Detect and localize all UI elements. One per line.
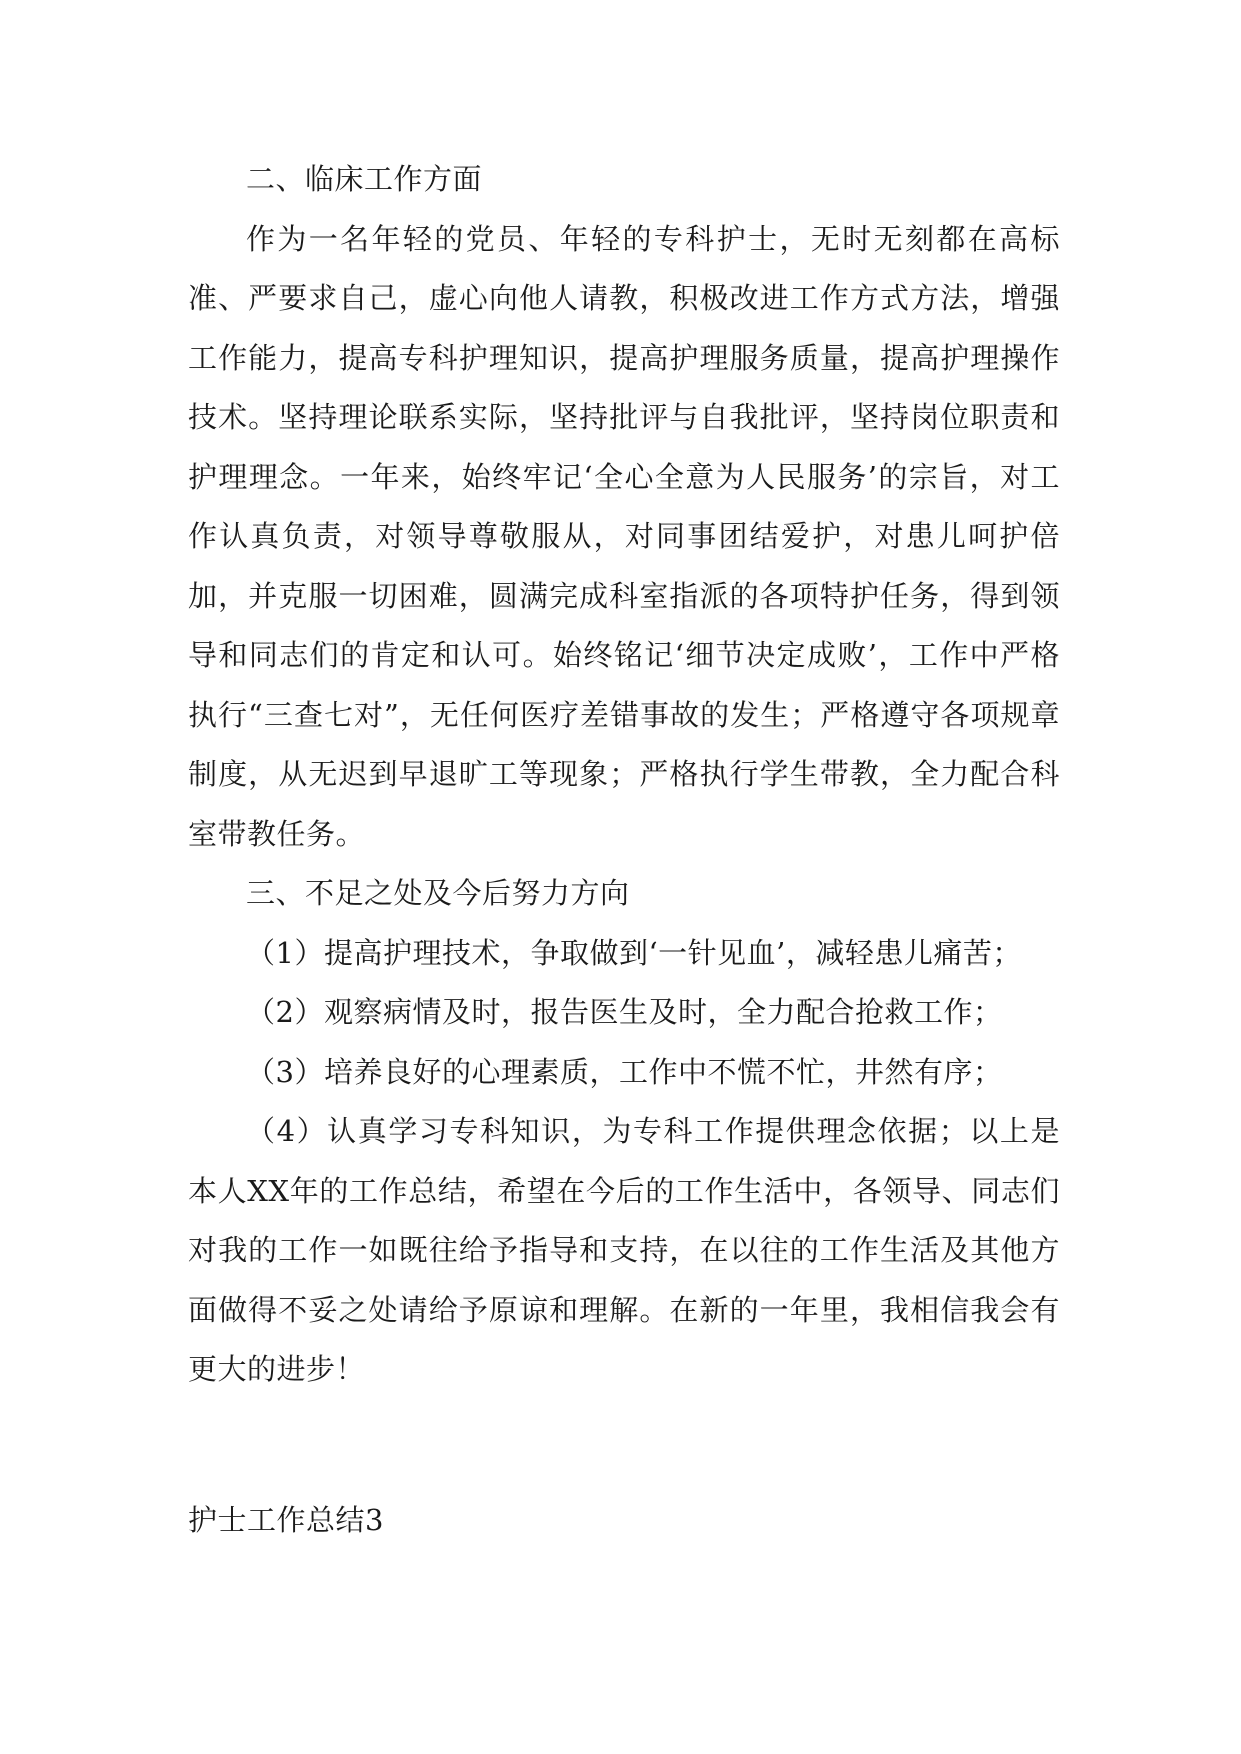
next-section-title: 护士工作总结3 — [188, 1502, 384, 1537]
list-item-3: （3）培养良好的心理素质，工作中不慌不忙，井然有序； — [246, 1054, 1003, 1089]
document-body — [188, 150, 1060, 1550]
list-item-4-conclusion: （4）认真学习专科知识，为专科工作提供理念依据；以上是本人XX年的工作总结，希望在今后的工作生活中，各领导、同志们对我的工作一如既往给予指导和支持，在以往的工作生活及其他方面做得不妥之处请给予原谅和理解。在新的一年里，我相信我会有更大的进步！ — [188, 1114, 1060, 1386]
section-spacer — [188, 1400, 1060, 1491]
paragraph-clinical-work: 作为一名年轻的党员、年轻的专科护士，无时无刻都在高标准、严要求自己，虚心向他人请教，积极改进工作方式方法，增强工作能力，提高专科护理知识，提高护理服务质量，提高护理操作技术。坚持理论联系实际，坚持批评与自我批评，坚持岗位职责和护理理念。一年来，始终牢记‘全心全意为人民服务’的宗旨，对工作认真负责，对领导尊敬服从，对同事团结爱护，对患儿呵护倍加，并克服一切困难，圆满完成科室指派的各项特护任务，得到领导和同志们的肯定和认可。始终铭记‘细节决定成败’，工作中严格执行“三查七对”，无任何医疗差错事故的发生；严格遵守各项规章制度，从无迟到早退旷工等现象；严格执行学生带教，全力配合科室带教任务。 — [188, 221, 1060, 851]
list-item-1: （1）提高护理技术，争取做到‘一针见血’，减轻患儿痛苦； — [246, 935, 1022, 970]
list-item-2: （2）观察病情及时，报告医生及时，全力配合抢救工作； — [246, 995, 1003, 1029]
section-heading-shortcomings: 三、不足之处及今后努力方向 — [246, 876, 630, 910]
section-heading-clinical: 二、临床工作方面 — [246, 162, 483, 196]
